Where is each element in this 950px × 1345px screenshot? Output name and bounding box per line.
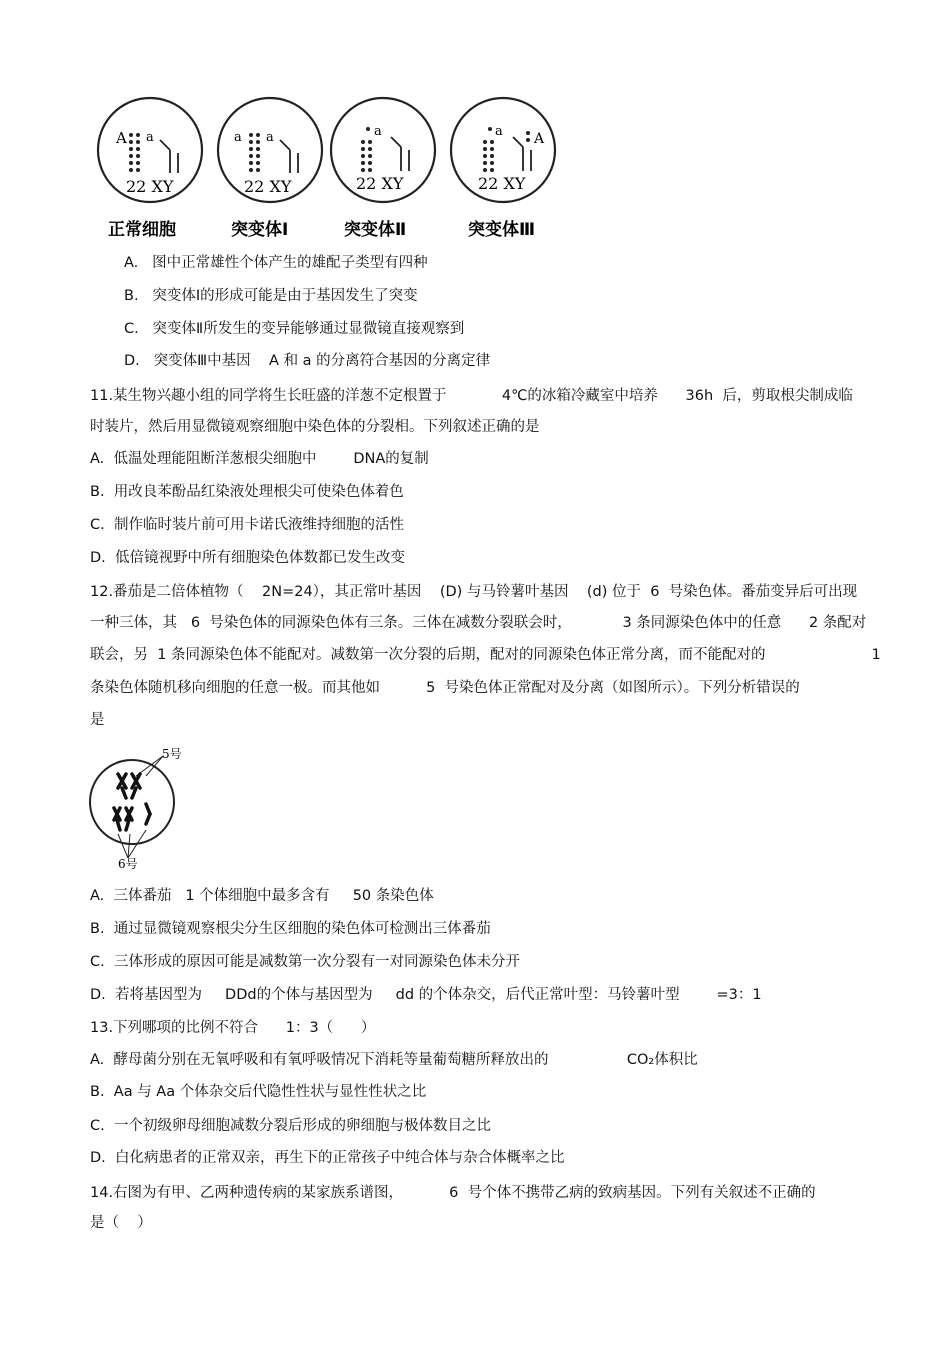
q12-stem-line2: 一种三体，其 6 号染色体的同源染色体有三条。三体在减数分裂联会时， 3 条同源染色体中的任意 2 条配对 xyxy=(90,615,867,631)
q12-stem-line3: 联会，另 1 条同源染色体不能配对。减数第一次分裂的后期，配对的同源染色体正常分离，而不能配对的 1 xyxy=(90,647,881,663)
chromosome-cells-svg xyxy=(88,95,568,245)
cell-mutant-3-letter: a xyxy=(495,124,503,139)
cell-mutant-1 xyxy=(218,98,322,202)
q12-stem-line5: 是 xyxy=(90,712,105,728)
q13-option-b: B. Aa 与 Aa 个体杂交后代隐性性状与显性性状之比 xyxy=(90,1084,427,1100)
q11-stem-line2: 时装片，然后用显微镜观察细胞中染色体的分裂相。下列叙述正确的是 xyxy=(90,419,540,435)
q11-option-c: C. 制作临时装片前可用卡诺氏液维持细胞的活性 xyxy=(90,517,404,533)
q13-option-a: A. 酵母菌分别在无氧呼吸和有氧呼吸情况下消耗等量葡萄糖所释放出的 CO₂体积比 xyxy=(90,1052,698,1068)
q13-stem: 13.下列哪项的比例不符合 1：3（ ） xyxy=(90,1020,376,1036)
q12-option-c: C. 三体形成的原因可能是减数第一次分裂有一对同源染色体未分开 xyxy=(90,954,520,970)
cell-mutant-1-letter-1: a xyxy=(234,130,242,145)
cell-mutant-2 xyxy=(331,98,435,202)
chromosome-6-trio xyxy=(114,804,150,830)
cell-mutant-1-letter-2: a xyxy=(266,130,274,145)
q14-stem-line2: 是（ ） xyxy=(90,1215,152,1231)
cell-mutant-1-label: 突变体Ⅰ xyxy=(231,220,289,240)
chromosome-6-label: 6号 xyxy=(118,857,138,870)
cell-mutant-3-label: 突变体Ⅲ xyxy=(468,220,536,240)
cell-mutant-2-label: 突变体Ⅱ xyxy=(344,220,407,240)
q10-option-b: B. 突变体Ⅰ的形成可能是由于基因发生了突变 xyxy=(124,288,418,304)
cell-mutant-3-side-letter: A xyxy=(534,131,545,147)
q12-option-a: A. 三体番茄 1 个体细胞中最多含有 50 条染色体 xyxy=(90,888,434,904)
cell-normal-label: 正常细胞 xyxy=(108,220,176,240)
q11-option-b: B. 用改良苯酚品红染液处理根尖可使染色体着色 xyxy=(90,484,404,500)
cell-mutant-2-letter: a xyxy=(374,124,382,139)
cell-normal xyxy=(98,98,202,202)
chromosome-5-label: 5号 xyxy=(162,747,182,761)
q11-option-a: A. 低温处理能阻断洋葱根尖细胞中 DNA的复制 xyxy=(90,451,429,467)
trisomy-cell-svg xyxy=(88,742,198,870)
q14-stem-line1: 14.右图为有甲、乙两种遗传病的某家族系谱图， 6 号个体不携带乙病的致病基因。下列有关叙述不正确的 xyxy=(90,1185,816,1201)
q13-option-d: D. 白化病患者的正常双亲，再生下的正常孩子中纯合体与杂合体概率之比 xyxy=(90,1150,565,1166)
q11-stem-line1: 11.某生物兴趣小组的同学将生长旺盛的洋葱不定根置于 4℃的冰箱冷藏室中培养 36h 后，剪取根尖制成临 xyxy=(90,388,853,404)
chromosome-cells-figure xyxy=(88,95,568,245)
trisomy-cell-figure xyxy=(88,742,198,870)
q10-option-a: A. 图中正常雄性个体产生的雄配子类型有四种 xyxy=(124,255,428,271)
q12-option-b: B. 通过显微镜观察根尖分生区细胞的染色体可检测出三体番茄 xyxy=(90,921,491,937)
cell-mutant-1-karyotype: 22 XY xyxy=(244,177,292,196)
cell-mutant-2-karyotype: 22 XY xyxy=(356,174,404,193)
q13-option-c: C. 一个初级卵母细胞减数分裂后形成的卵细胞与极体数目之比 xyxy=(90,1118,491,1134)
q11-option-d: D. 低倍镜视野中所有细胞染色体数都已发生改变 xyxy=(90,550,405,566)
cell-mutant-3 xyxy=(451,98,555,202)
q10-option-d: D. 突变体Ⅲ中基因 A 和 a 的分离符合基因的分离定律 xyxy=(124,353,491,369)
q12-option-d: D. 若将基因型为 DDd的个体与基因型为 dd 的个体杂交，后代正常叶型：马铃薯叶型 =3：1 xyxy=(90,987,762,1003)
q10-option-c: C. 突变体Ⅱ所发生的变异能够通过显微镜直接观察到 xyxy=(124,321,465,337)
cell-normal-karyotype: 22 XY xyxy=(126,177,174,196)
cell-normal-letter-a-lower: a xyxy=(146,130,154,145)
q12-stem-line4: 条染色体随机移向细胞的任意一极。而其他如 5 号染色体正常配对及分离（如图所示）。下列分析错误的 xyxy=(90,680,800,696)
cell-normal-letter-a-upper: A xyxy=(116,129,127,147)
q12-stem-line1: 12.番茄是二倍体植物（ 2N=24），其正常叶基因 (D) 与马铃薯叶基因 (d) 位于 6 号染色体。番茄变异后可出现 xyxy=(90,584,858,600)
cell-mutant-3-karyotype: 22 XY xyxy=(478,174,526,193)
chromosome-5-pair xyxy=(118,774,140,798)
